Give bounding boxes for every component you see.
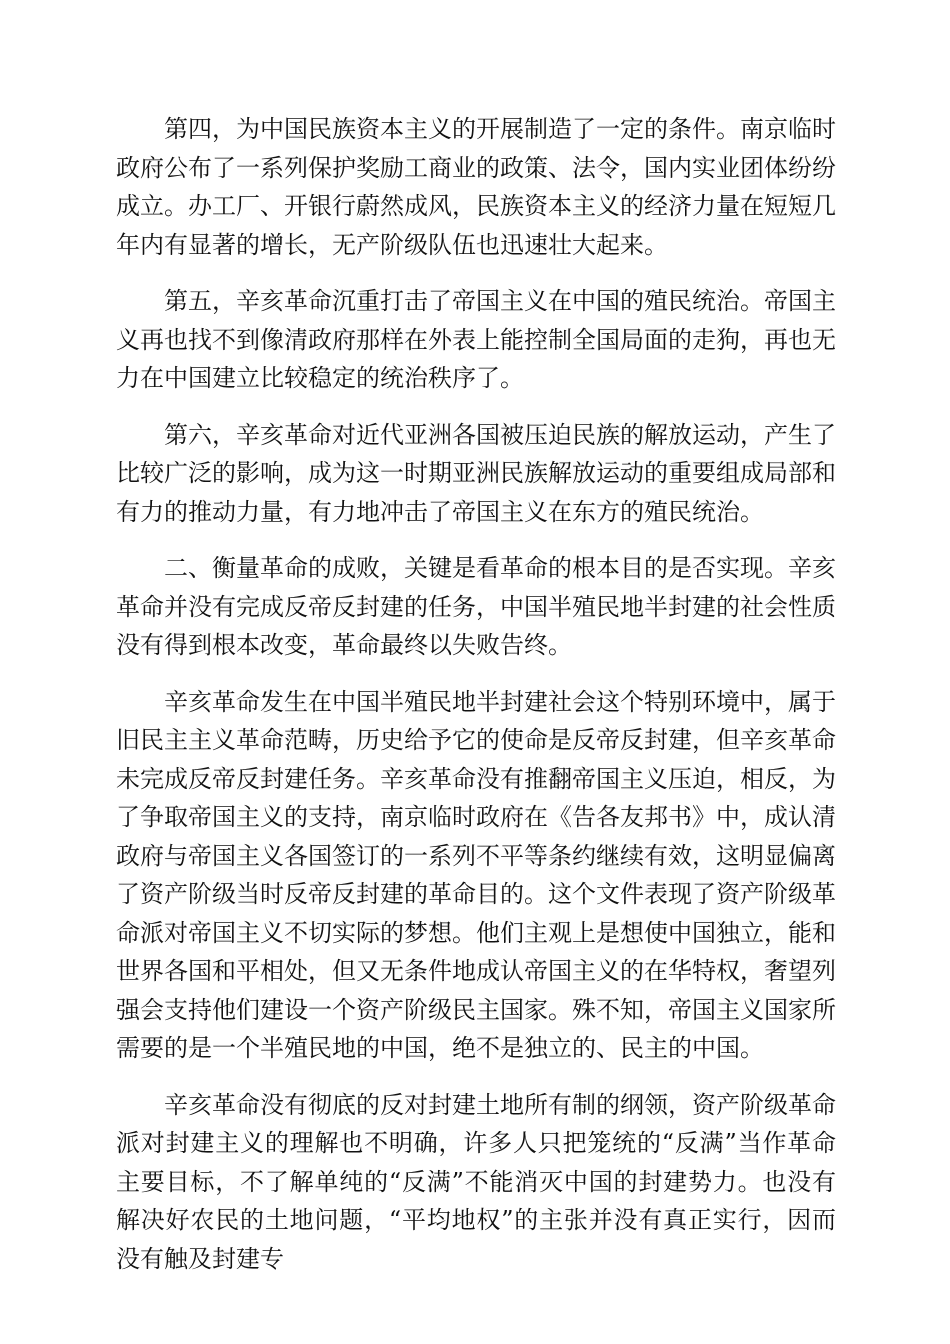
paragraph-fifth-point: 第五，辛亥革命沉重打击了帝国主义在中国的殖民统治。帝国主义再也找不到像清政府那样在外表上能控制全国局面的走狗，再也无力在中国建立比较稳定的统治秩序了。 — [116, 287, 836, 392]
paragraph-fourth-point: 第四，为中国民族资本主义的开展制造了一定的条件。南京临时政府公布了一系列保护奖励工商业的政策、法令，国内实业团体纷纷成立。办工厂、开银行蔚然成风，民族资本主义的经济力量在短短几年内有显著的增长，无产阶级队伍也迅速壮大起来。 — [116, 115, 836, 259]
paragraph-anti-imperialism: 辛亥革命发生在中国半殖民地半封建社会这个特别环境中，属于旧民主主义革命范畴，历史给予它的使命是反帝反封建，但辛亥革命未完成反帝反封建任务。辛亥革命没有推翻帝国主义压迫，相反，为了争取帝国主义的支持，南京临时政府在《告各友邦书》中，成认清政府与帝国主义各国签订的一系列不平等条约继续有效，这明显偏离了资产阶级当时反帝反封建的革命目的。这个文件表现了资产阶级革命派对帝国主义不切实际的梦想。他们主观上是想使中国独立，能和世界各国和平相处，但又无条件地成认帝国主义的在华特权，奢望列强会支持他们建设一个资产阶级民主国家。殊不知，帝国主义国家所需要的是一个半殖民地的中国，绝不是独立的、民主的中国。 — [116, 687, 836, 1062]
paragraph-sixth-point: 第六，辛亥革命对近代亚洲各国被压迫民族的解放运动，产生了比较广泛的影响，成为这一时期亚洲民族解放运动的重要组成局部和有力的推动力量，有力地冲击了帝国主义在东方的殖民统治。 — [116, 420, 836, 526]
paragraph-anti-feudalism: 辛亥革命没有彻底的反对封建土地所有制的纲领，资产阶级革命派对封建主义的理解也不明确，许多人只把笼统的“反满”当作革命主要目标，不了解单纯的“反满”不能消灭中国的封建势力。也没有解决好农民的土地问题，“平均地权”的主张并没有真正实行，因而没有触及封建专 — [116, 1090, 836, 1273]
document-body — [116, 110, 836, 1296]
paragraph-section-two: 二、衡量革命的成败，关键是看革命的根本目的是否实现。辛亥革命并没有完成反帝反封建的任务，中国半殖民地半封建的社会性质没有得到根本改变，革命最终以失败告终。 — [116, 554, 836, 659]
